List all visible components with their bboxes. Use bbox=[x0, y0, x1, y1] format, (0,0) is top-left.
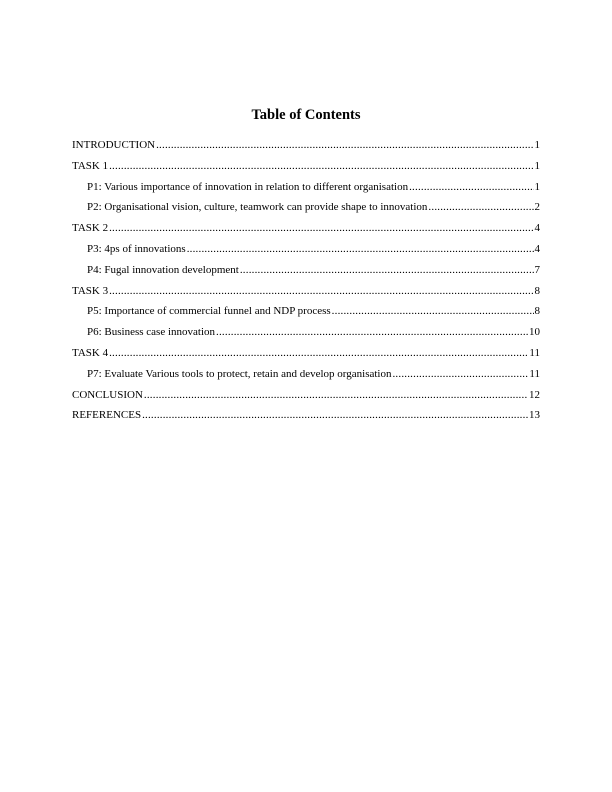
dot-leader bbox=[216, 324, 528, 340]
toc-entry-page: 1 bbox=[534, 139, 540, 151]
dot-leader bbox=[109, 220, 533, 236]
toc-entry-p1[interactable] bbox=[72, 179, 540, 200]
toc-entry-introduction[interactable] bbox=[72, 137, 540, 158]
toc-entry-p7[interactable] bbox=[72, 366, 540, 387]
toc-entry-page: 12 bbox=[529, 388, 540, 401]
toc-entry-label: INTRODUCTION bbox=[72, 139, 156, 151]
toc-entry-label: TASK 4 bbox=[72, 346, 109, 359]
toc-entry-page: 8 bbox=[534, 284, 540, 297]
toc-entry-page: 1 bbox=[534, 159, 540, 172]
toc-entry-page: 1 bbox=[534, 180, 540, 193]
toc-entry-label: P6: Business case innovation bbox=[87, 326, 216, 339]
toc-entry-label: TASK 2 bbox=[72, 222, 109, 235]
toc-entry-label: REFERENCES bbox=[72, 409, 142, 422]
toc-entry-label: TASK 1 bbox=[72, 159, 109, 172]
toc-entry-conclusion[interactable] bbox=[72, 387, 540, 408]
toc-entry-page: 7 bbox=[534, 263, 540, 276]
dot-leader bbox=[240, 262, 534, 278]
dot-leader bbox=[144, 387, 528, 403]
toc-entry-label: P3: 4ps of innovations bbox=[87, 242, 186, 255]
toc-entry-p4[interactable] bbox=[72, 262, 540, 283]
dot-leader bbox=[428, 199, 533, 215]
dot-leader bbox=[332, 303, 534, 319]
toc-entry-task-4[interactable] bbox=[72, 345, 540, 366]
toc-entry-task-1[interactable] bbox=[72, 158, 540, 179]
toc-entry-page: 11 bbox=[529, 346, 540, 359]
toc-entry-label: TASK 3 bbox=[72, 284, 109, 297]
toc-entry-p3[interactable] bbox=[72, 241, 540, 262]
toc-entry-label: P4: Fugal innovation development bbox=[87, 263, 239, 276]
toc-entry-label: P7: Evaluate Various tools to protect, retain and develop organisation bbox=[87, 367, 392, 380]
toc-entry-page: 2 bbox=[534, 201, 540, 214]
toc-entry-p6[interactable] bbox=[72, 324, 540, 345]
dot-leader bbox=[142, 407, 528, 423]
dot-leader bbox=[109, 345, 528, 361]
toc-entry-page: 11 bbox=[529, 367, 540, 380]
toc-entry-label: P5: Importance of commercial funnel and NDP process bbox=[87, 305, 331, 318]
toc-entry-page: 10 bbox=[529, 326, 540, 339]
toc-entry-p2[interactable] bbox=[72, 199, 540, 220]
toc-entry-page: 13 bbox=[529, 409, 540, 422]
toc-entry-page: 4 bbox=[534, 222, 540, 235]
toc-entry-task-3[interactable] bbox=[72, 283, 540, 304]
table-of-contents bbox=[72, 137, 540, 428]
toc-entry-references[interactable] bbox=[72, 407, 540, 428]
toc-entry-label: CONCLUSION bbox=[72, 388, 143, 401]
dot-leader bbox=[409, 179, 533, 195]
dot-leader bbox=[109, 158, 533, 174]
dot-leader bbox=[109, 283, 533, 299]
toc-entry-label: P2: Organisational vision, culture, teamwork can provide shape to innovation bbox=[87, 201, 428, 214]
toc-entry-task-2[interactable] bbox=[72, 220, 540, 241]
toc-entry-label: P1: Various importance of innovation in relation to different organisation bbox=[87, 180, 409, 193]
toc-entry-page: 4 bbox=[534, 242, 540, 255]
toc-title: Table of Contents bbox=[251, 107, 361, 123]
dot-leader bbox=[156, 137, 533, 153]
dot-leader bbox=[187, 241, 534, 257]
dot-leader bbox=[392, 366, 528, 382]
toc-entry-page: 8 bbox=[534, 305, 540, 318]
toc-entry-p5[interactable] bbox=[72, 303, 540, 324]
